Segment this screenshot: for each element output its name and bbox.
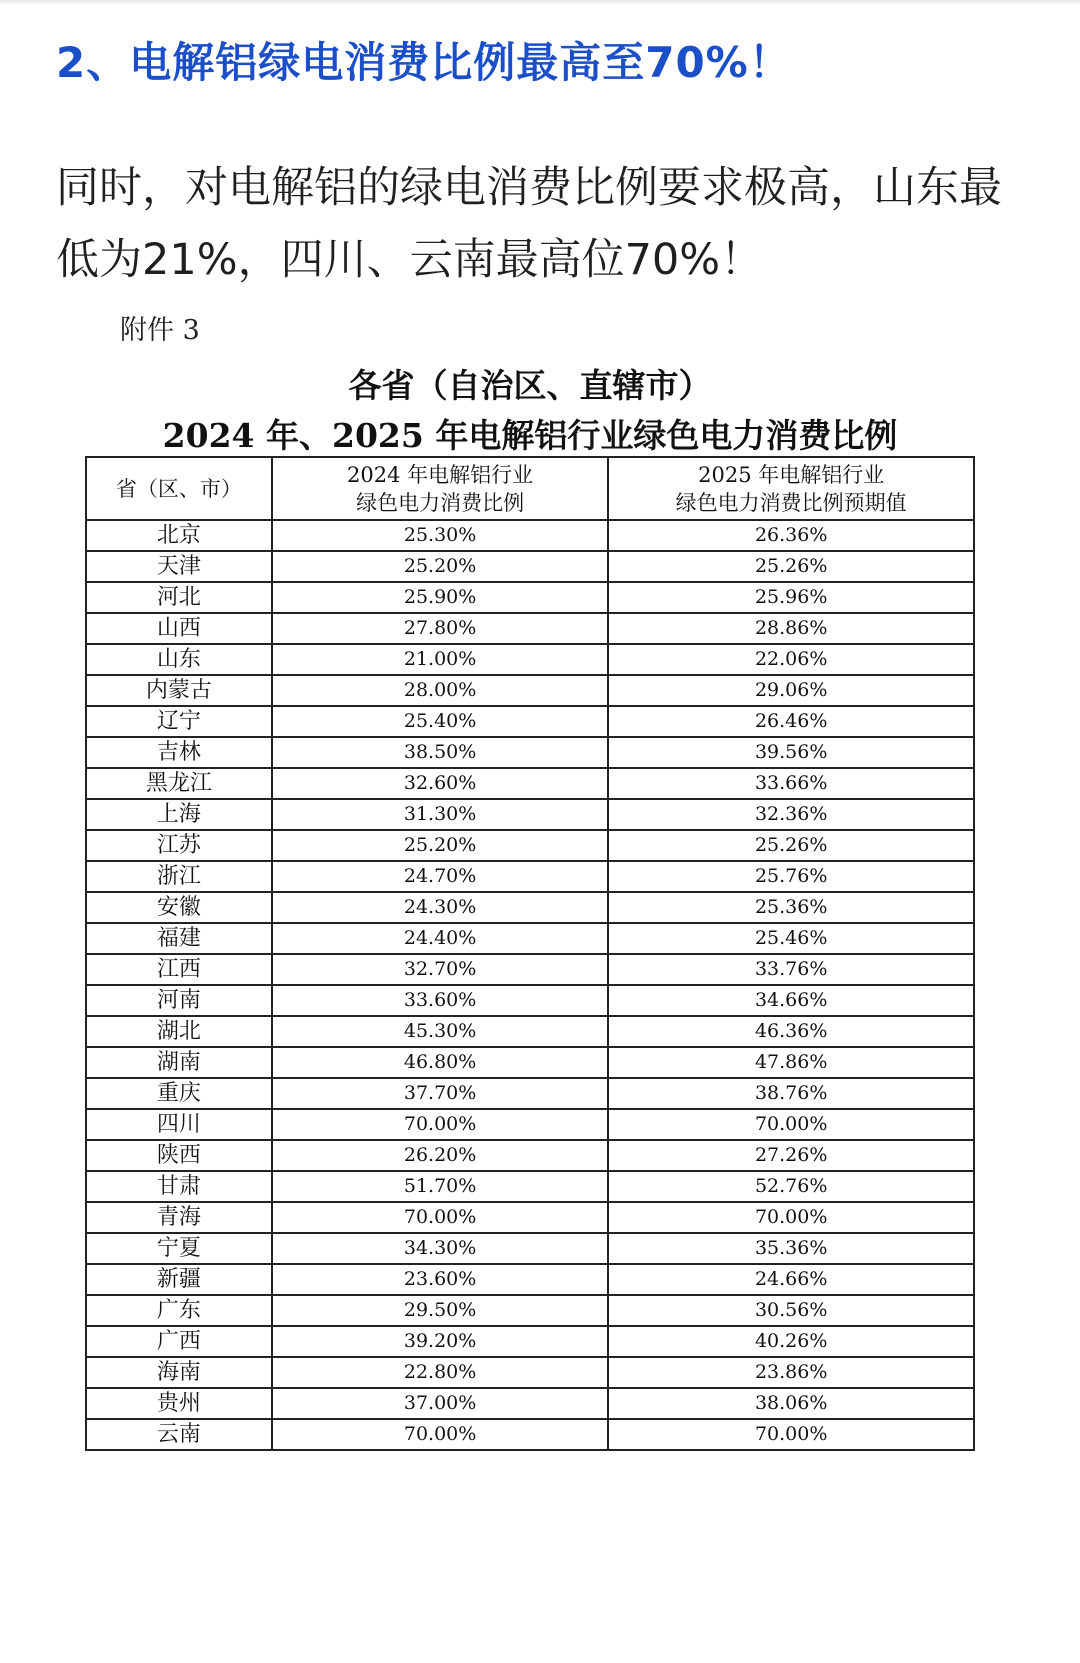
cell-2024: 45.30% [272, 1016, 609, 1047]
cell-2024: 25.20% [272, 830, 609, 861]
green-power-ratio-table [85, 456, 975, 1451]
cell-2024: 31.30% [272, 799, 609, 830]
cell-province: 陕西 [86, 1140, 272, 1171]
cell-2025: 28.86% [608, 613, 974, 644]
cell-2024: 28.00% [272, 675, 609, 706]
cell-province: 重庆 [86, 1078, 272, 1109]
cell-2024: 51.70% [272, 1171, 609, 1202]
table-row [86, 1419, 974, 1450]
cell-province: 江苏 [86, 830, 272, 861]
cell-2024: 32.60% [272, 768, 609, 799]
table-row [86, 1295, 974, 1326]
table-row [86, 892, 974, 923]
cell-2025: 25.36% [608, 892, 974, 923]
cell-2024: 24.40% [272, 923, 609, 954]
table-row [86, 1202, 974, 1233]
cell-2025: 47.86% [608, 1047, 974, 1078]
cell-2024: 39.20% [272, 1326, 609, 1357]
cell-province: 吉林 [86, 737, 272, 768]
table-row [86, 923, 974, 954]
cell-2025: 26.46% [608, 706, 974, 737]
cell-province: 辽宁 [86, 706, 272, 737]
table-row [86, 985, 974, 1016]
cell-2025: 25.76% [608, 861, 974, 892]
table-row [86, 861, 974, 892]
table-row [86, 954, 974, 985]
cell-province: 广东 [86, 1295, 272, 1326]
cell-province: 甘肃 [86, 1171, 272, 1202]
table-row [86, 737, 974, 768]
cell-province: 福建 [86, 923, 272, 954]
attachment-label: 附件 3 [120, 315, 200, 346]
document-title-line1: 各省（自治区、直辖市） [348, 366, 712, 405]
table-header-row [86, 457, 974, 520]
cell-province: 宁夏 [86, 1233, 272, 1264]
cell-2025: 34.66% [608, 985, 974, 1016]
table-row [86, 1109, 974, 1140]
cell-province: 湖南 [86, 1047, 272, 1078]
cell-2024: 25.90% [272, 582, 609, 613]
cell-2024: 37.00% [272, 1388, 609, 1419]
cell-2025: 27.26% [608, 1140, 974, 1171]
cell-2025: 70.00% [608, 1419, 974, 1450]
cell-province: 上海 [86, 799, 272, 830]
table-row [86, 706, 974, 737]
cell-2025: 33.76% [608, 954, 974, 985]
table-row [86, 644, 974, 675]
cell-2024: 22.80% [272, 1357, 609, 1388]
cell-2024: 24.70% [272, 861, 609, 892]
table-row [86, 1233, 974, 1264]
cell-province: 天津 [86, 551, 272, 582]
cell-2024: 23.60% [272, 1264, 609, 1295]
section-heading: 2、电解铝绿电消费比例最高至70%！ [56, 38, 792, 87]
cell-2025: 25.46% [608, 923, 974, 954]
cell-2025: 23.86% [608, 1357, 974, 1388]
cell-2024: 33.60% [272, 985, 609, 1016]
table-row [86, 520, 974, 551]
cell-2025: 24.66% [608, 1264, 974, 1295]
header-2025 [608, 457, 974, 520]
cell-province: 新疆 [86, 1264, 272, 1295]
cell-province: 河北 [86, 582, 272, 613]
cell-2024: 70.00% [272, 1419, 609, 1450]
table-row [86, 1047, 974, 1078]
header-2025-line2: 绿色电力消费比例预期值 [675, 490, 907, 515]
cell-province: 河南 [86, 985, 272, 1016]
cell-2024: 38.50% [272, 737, 609, 768]
cell-2024: 37.70% [272, 1078, 609, 1109]
cell-province: 山东 [86, 644, 272, 675]
cell-2024: 46.80% [272, 1047, 609, 1078]
header-2024 [272, 457, 609, 520]
document-image[interactable] [0, 300, 1080, 1570]
cell-2024: 70.00% [272, 1109, 609, 1140]
table-row [86, 768, 974, 799]
table-row [86, 675, 974, 706]
table-row [86, 551, 974, 582]
table-row [86, 582, 974, 613]
document-title-line2: 2024 年、2025 年电解铝行业绿色电力消费比例 [162, 416, 898, 455]
top-divider [0, 0, 1080, 6]
cell-2024: 24.30% [272, 892, 609, 923]
cell-province: 内蒙古 [86, 675, 272, 706]
cell-2025: 25.26% [608, 830, 974, 861]
cell-province: 海南 [86, 1357, 272, 1388]
cell-2025: 25.96% [608, 582, 974, 613]
table-row [86, 1171, 974, 1202]
cell-province: 云南 [86, 1419, 272, 1450]
cell-province: 青海 [86, 1202, 272, 1233]
cell-province: 湖北 [86, 1016, 272, 1047]
header-province: 省（区、市） [86, 457, 272, 520]
header-2024-line2: 绿色电力消费比例 [356, 490, 525, 515]
cell-2025: 40.26% [608, 1326, 974, 1357]
cell-2025: 39.56% [608, 737, 974, 768]
table-row [86, 1326, 974, 1357]
cell-2025: 33.66% [608, 768, 974, 799]
table-row [86, 799, 974, 830]
cell-province: 北京 [86, 520, 272, 551]
table-row [86, 1016, 974, 1047]
cell-2025: 38.76% [608, 1078, 974, 1109]
table-row [86, 1357, 974, 1388]
cell-2024: 34.30% [272, 1233, 609, 1264]
cell-province: 贵州 [86, 1388, 272, 1419]
cell-province: 浙江 [86, 861, 272, 892]
cell-2024: 70.00% [272, 1202, 609, 1233]
table-row [86, 1388, 974, 1419]
cell-2024: 25.30% [272, 520, 609, 551]
cell-2024: 21.00% [272, 644, 609, 675]
cell-2024: 29.50% [272, 1295, 609, 1326]
cell-2024: 25.20% [272, 551, 609, 582]
cell-2025: 26.36% [608, 520, 974, 551]
cell-2025: 70.00% [608, 1109, 974, 1140]
cell-2025: 22.06% [608, 644, 974, 675]
cell-province: 安徽 [86, 892, 272, 923]
header-2024-line1: 2024 年电解铝行业 [347, 462, 534, 487]
table-row [86, 1078, 974, 1109]
cell-2025: 25.26% [608, 551, 974, 582]
intro-paragraph: 同时，对电解铝的绿电消费比例要求极高，山东最低为21%，四川、云南最高位70%！ [56, 163, 1002, 285]
cell-2025: 70.00% [608, 1202, 974, 1233]
table-row [86, 613, 974, 644]
cell-2025: 35.36% [608, 1233, 974, 1264]
header-2025-line1: 2025 年电解铝行业 [698, 462, 885, 487]
cell-2024: 27.80% [272, 613, 609, 644]
cell-2025: 46.36% [608, 1016, 974, 1047]
cell-2024: 25.40% [272, 706, 609, 737]
table-row [86, 1264, 974, 1295]
table-row [86, 830, 974, 861]
cell-2025: 30.56% [608, 1295, 974, 1326]
cell-province: 江西 [86, 954, 272, 985]
cell-2025: 32.36% [608, 799, 974, 830]
cell-province: 山西 [86, 613, 272, 644]
table-body [86, 520, 974, 1450]
cell-2025: 29.06% [608, 675, 974, 706]
cell-province: 四川 [86, 1109, 272, 1140]
cell-2025: 52.76% [608, 1171, 974, 1202]
cell-2024: 32.70% [272, 954, 609, 985]
cell-province: 广西 [86, 1326, 272, 1357]
cell-province: 黑龙江 [86, 768, 272, 799]
cell-2025: 38.06% [608, 1388, 974, 1419]
cell-2024: 26.20% [272, 1140, 609, 1171]
table-row [86, 1140, 974, 1171]
